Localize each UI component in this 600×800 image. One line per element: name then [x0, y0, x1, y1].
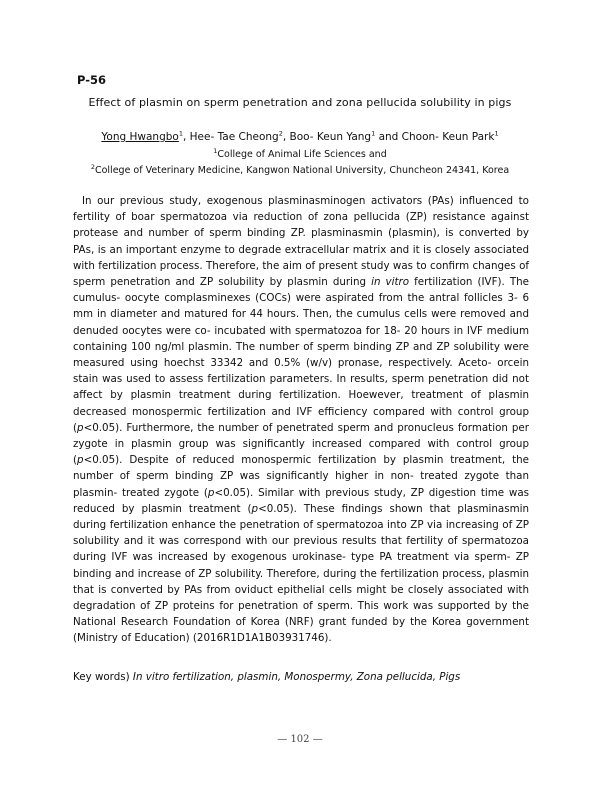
p-value-symbol: p	[207, 486, 215, 499]
page-number: — 102 —	[277, 734, 323, 745]
author: , Hee- Tae Cheong	[182, 131, 279, 143]
abstract-text: <0.05). Similar with previous study, ZP digestion time was reduced by plasmin treatment (	[73, 486, 529, 515]
keywords-line	[73, 671, 529, 683]
p-value-symbol: p	[77, 421, 84, 434]
affiliation-1	[0, 146, 600, 160]
affiliation-mark: 1	[371, 129, 376, 138]
author-list	[0, 131, 600, 143]
author: , Boo- Keun Yang	[282, 131, 372, 143]
affiliation-number: 2	[90, 162, 95, 171]
keywords-terms: In vitro fertilization, plasmin, Monospermy, Zona pellucida, Pigs	[132, 671, 461, 683]
abstract-text: <0.05). These findings shown that plasminasmin during fertilization enhance the penetration of spermatozoa into ZP via increasing of ZP solubility and it was correspond with our previous results that fertility of spermatozoa during IVF was increased by exogenous urokinase- type PA treatment via sperm- ZP binding and increase of ZP solubility. Therefore, during the fertilization process, plasmin that is converted by PAs from oviduct epithelial cells might be closely associated with degradation of ZP proteins for penetration of sperm. This work was supported by the National Research Foundation of Korea (NRF) grant funded by the Korea government (Ministry of Education) (2016R1D1A1B03931746).	[73, 502, 529, 645]
abstract-text: In our previous study, exogenous plasminasminogen activators (PAs) influenced to fertility of boar spermatozoa via reduction of zona pellucida (ZP) resistance against protease and number of sperm binding ZP. plasminasmin (plasmin), is converted by PAs, is an important enzyme to degrade extracellular matrix and it is closely associated with fertilization process. Therefore, the aim of present study was to confirm changes of sperm penetration and ZP solubility by plasmin during	[73, 195, 529, 289]
abstract-text: fertilization (IVF). The cumulus- oocyte complasminexes (COCs) were aspirated from the antral follicles 3- 6 mm in diameter and matured for 44 hours. Then, the cumulus cells were removed and denuded oocytes were co- incubated with spermatozoa for 18- 20 hours in IVF medium containing 100 ng/ml plasmin. The number of sperm binding ZP and ZP solubility were measured using hoechst 33342 and 0.5% (w/v) pronase, respectively. Aceto- orcein stain was used to assess fertilization parameters. In results, sperm penetration did not affect by plasmin treatment during fertilization. Hoewever, treatment of plasmin decreased monospermic fertilization and IVF efficiency compared with control group (	[73, 276, 529, 434]
keywords-label: Key words)	[73, 671, 130, 683]
affiliation-text: College of Veterinary Medicine, Kangwon National University, Chuncheon 24341, Korea	[94, 165, 510, 176]
affiliation-mark: 1	[494, 129, 499, 138]
affiliation-mark: 2	[278, 129, 283, 138]
abstract-title: Effect of plasmin on sperm penetration and zona pellucida solubility in pigs	[88, 96, 512, 109]
affiliation-number: 1	[213, 146, 218, 155]
affiliation-text: College of Animal Life Sciences and	[217, 149, 387, 160]
author: and Choon- Keun Park	[375, 131, 495, 143]
abstract-text: <0.05). Furthermore, the number of penetrated sperm and pronucleus formation per zygote in plasmin group was significantly increased compared with control group (	[73, 421, 529, 467]
abstract-text: <0.05). Despite of reduced monospermic fertilization by plasmin treatment, the number of sperm binding ZP was significantly higher in non- treated zygote than plasmin- treated zygote (	[73, 454, 529, 499]
affiliation-mark: 1	[178, 129, 183, 138]
abstract-emphasis: in vitro	[371, 276, 410, 289]
p-value-symbol: p	[77, 454, 84, 467]
abstract-paragraph	[73, 193, 529, 647]
presenting-author: Yong Hwangbo	[101, 131, 179, 143]
affiliation-2	[0, 162, 600, 176]
p-value-symbol: p	[251, 502, 259, 515]
abstract-code: P-56	[77, 73, 107, 87]
abstract-body	[73, 193, 529, 647]
